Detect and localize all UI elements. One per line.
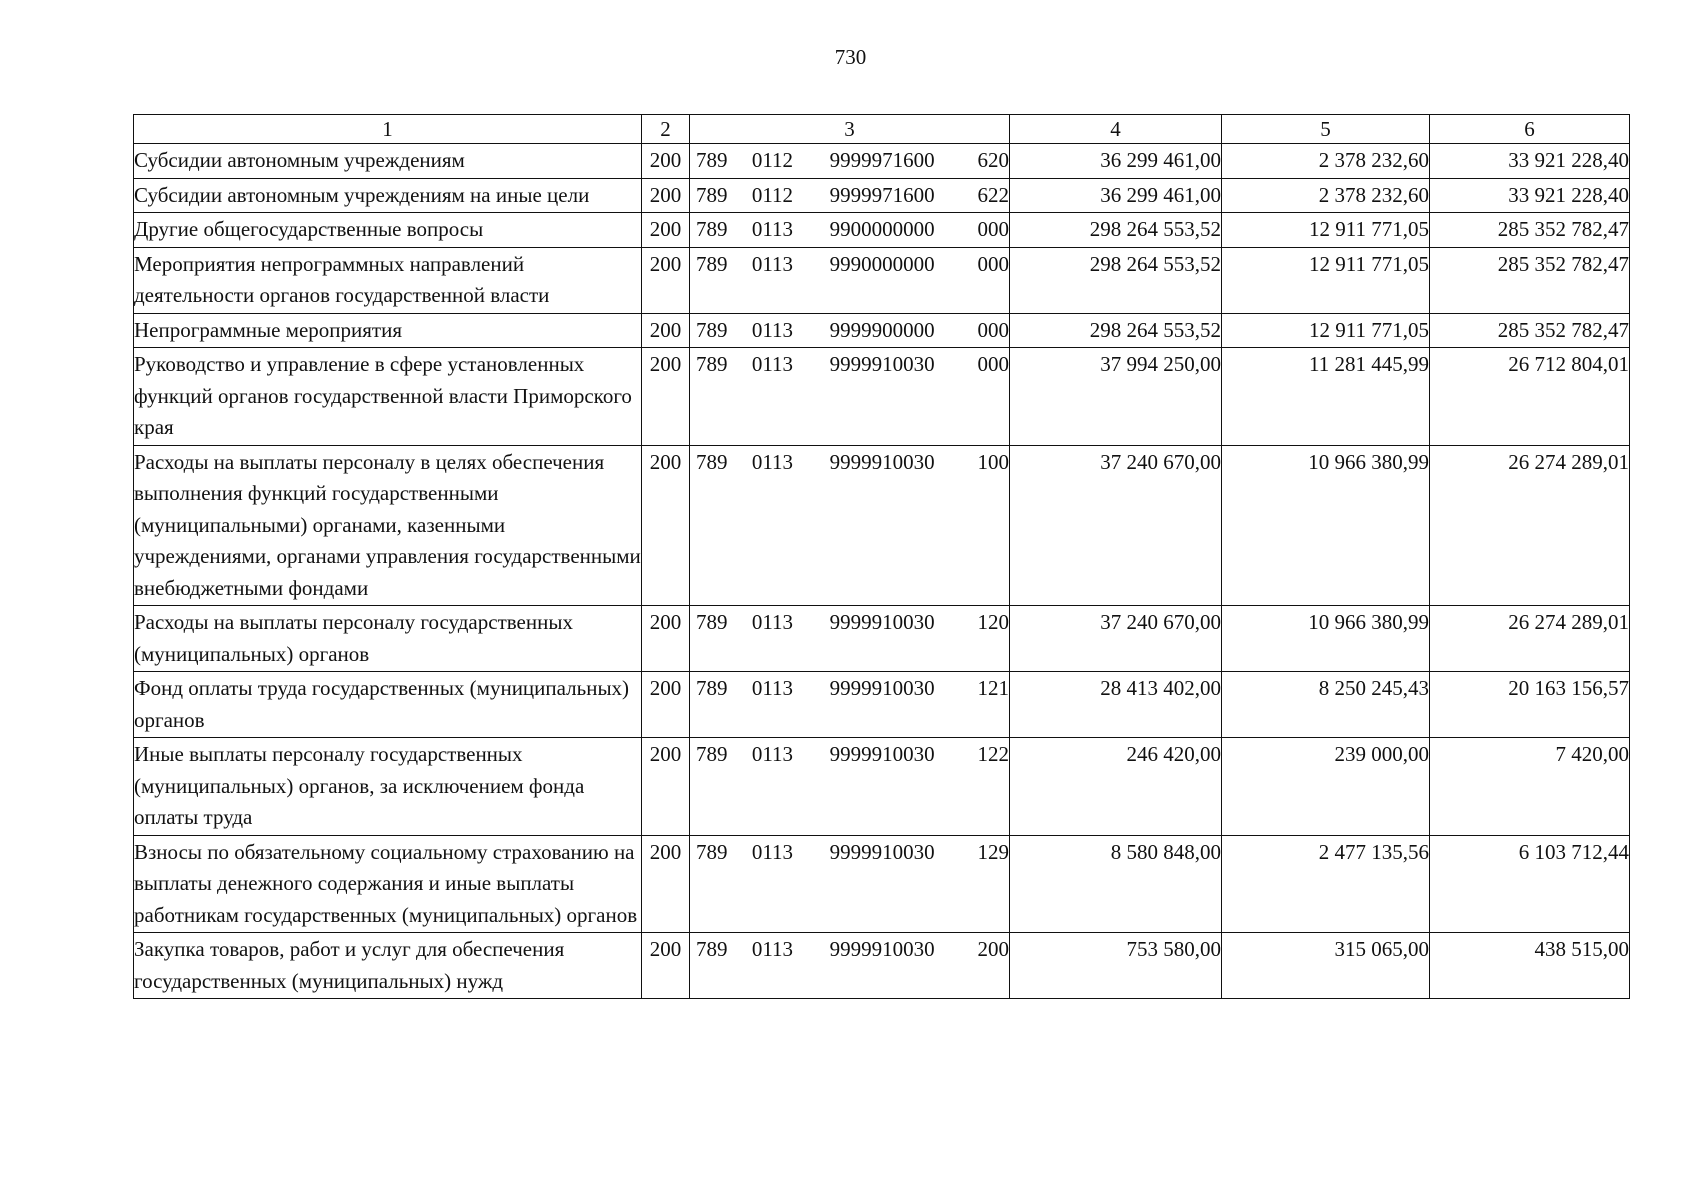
section-code: 0113 xyxy=(751,449,794,474)
budget-classification-cell xyxy=(690,672,1010,738)
unexecuted-amount-cell: 33 921 228,40 xyxy=(1430,178,1630,213)
unexecuted-amount-cell: 6 103 712,44 xyxy=(1430,835,1630,933)
unexecuted-amount-cell: 285 352 782,47 xyxy=(1430,213,1630,248)
expense-name-cell: Расходы на выплаты персоналу в целях обеспечения выполнения функций государственными (муниципальными) органами, казенными учреждениями, органами управления государственными внебюджетными фондами xyxy=(134,445,642,606)
section-code: 0113 xyxy=(751,352,794,376)
page-number: 730 xyxy=(834,45,867,69)
line-code-cell: 200 xyxy=(642,348,690,446)
executed-amount-cell: 12 911 771,05 xyxy=(1222,247,1430,313)
budget-classification-cell xyxy=(690,178,1010,213)
unexecuted-amount-cell: 26 712 804,01 xyxy=(1430,348,1630,446)
executed-amount-cell: 10 966 380,99 xyxy=(1222,606,1430,672)
department-code: 789 xyxy=(696,610,728,634)
table-row xyxy=(134,313,1630,348)
budget-classification-cell xyxy=(690,213,1010,248)
line-code-cell: 200 xyxy=(642,247,690,313)
approved-amount-cell: 298 264 553,52 xyxy=(1010,213,1222,248)
target-item-code: 9999910030 xyxy=(829,610,935,634)
line-code-cell: 200 xyxy=(642,835,690,933)
budget-classification-cell xyxy=(690,445,1010,606)
expense-name-cell: Взносы по обязательному социальному страхованию на выплаты денежного содержания и иные выплаты работникам государственных (муниципальных) органов xyxy=(134,835,642,933)
table-row xyxy=(134,835,1630,933)
executed-amount-cell: 10 966 380,99 xyxy=(1222,445,1430,606)
section-code: 0113 xyxy=(751,251,794,276)
expense-name-cell: Руководство и управление в сфере установленных функций органов государственной власти Приморского края xyxy=(134,348,642,446)
section-code: 0113 xyxy=(751,676,794,700)
target-item-code: 9999910030 xyxy=(829,449,935,474)
target-item-code: 9999910030 xyxy=(829,742,935,766)
column-header: 3 xyxy=(690,115,1010,144)
column-number-row xyxy=(134,115,1630,144)
target-item-code: 9999910030 xyxy=(829,352,935,376)
line-code-cell: 200 xyxy=(642,738,690,836)
line-code-cell: 200 xyxy=(642,672,690,738)
approved-amount-cell: 36 299 461,00 xyxy=(1010,178,1222,213)
expense-type-code: 120 xyxy=(977,610,1009,634)
budget-classification-cell xyxy=(690,247,1010,313)
budget-classification-cell xyxy=(690,933,1010,999)
expense-name-cell: Другие общегосударственные вопросы xyxy=(134,213,642,248)
unexecuted-amount-cell: 26 274 289,01 xyxy=(1430,445,1630,606)
column-header: 6 xyxy=(1430,115,1630,144)
expense-name-cell: Фонд оплаты труда государственных (муниципальных) органов xyxy=(134,672,642,738)
budget-classification-cell xyxy=(690,835,1010,933)
department-code: 789 xyxy=(696,182,728,207)
budget-classification-cell xyxy=(690,606,1010,672)
table-row xyxy=(134,348,1630,446)
expense-name-cell: Иные выплаты персоналу государственных (муниципальных) органов, за исключением фонда оплаты труда xyxy=(134,738,642,836)
unexecuted-amount-cell: 7 420,00 xyxy=(1430,738,1630,836)
column-header: 4 xyxy=(1010,115,1222,144)
executed-amount-cell: 2 378 232,60 xyxy=(1222,178,1430,213)
department-code: 789 xyxy=(696,449,728,474)
approved-amount-cell: 8 580 848,00 xyxy=(1010,835,1222,933)
department-code: 789 xyxy=(696,839,728,864)
expense-name-cell: Расходы на выплаты персоналу государственных (муниципальных) органов xyxy=(134,606,642,672)
budget-classification-cell xyxy=(690,348,1010,446)
department-code: 789 xyxy=(696,937,728,961)
executed-amount-cell: 12 911 771,05 xyxy=(1222,213,1430,248)
target-item-code: 9999910030 xyxy=(829,937,935,961)
expense-type-code: 000 xyxy=(977,217,1009,241)
line-code-cell: 200 xyxy=(642,313,690,348)
executed-amount-cell: 2 477 135,56 xyxy=(1222,835,1430,933)
approved-amount-cell: 753 580,00 xyxy=(1010,933,1222,999)
line-code-cell: 200 xyxy=(642,213,690,248)
approved-amount-cell: 246 420,00 xyxy=(1010,738,1222,836)
unexecuted-amount-cell: 26 274 289,01 xyxy=(1430,606,1630,672)
table-row xyxy=(134,738,1630,836)
approved-amount-cell: 36 299 461,00 xyxy=(1010,144,1222,179)
table-row xyxy=(134,606,1630,672)
executed-amount-cell: 315 065,00 xyxy=(1222,933,1430,999)
target-item-code: 9999900000 xyxy=(829,317,935,342)
approved-amount-cell: 37 994 250,00 xyxy=(1010,348,1222,446)
budget-classification-cell xyxy=(690,738,1010,836)
budget-table xyxy=(133,114,1630,999)
column-header: 2 xyxy=(642,115,690,144)
target-item-code: 9990000000 xyxy=(829,251,935,276)
table-row xyxy=(134,933,1630,999)
table-row xyxy=(134,247,1630,313)
approved-amount-cell: 37 240 670,00 xyxy=(1010,606,1222,672)
expense-type-code: 622 xyxy=(977,182,1009,207)
section-code: 0113 xyxy=(751,742,794,766)
target-item-code: 9999971600 xyxy=(829,148,935,172)
column-header: 1 xyxy=(134,115,642,144)
expense-type-code: 122 xyxy=(977,742,1009,766)
expense-type-code: 000 xyxy=(977,352,1009,376)
target-item-code: 9900000000 xyxy=(829,217,935,241)
executed-amount-cell: 239 000,00 xyxy=(1222,738,1430,836)
section-code: 0113 xyxy=(751,610,794,634)
expense-type-code: 000 xyxy=(977,251,1009,276)
section-code: 0112 xyxy=(751,148,794,172)
target-item-code: 9999910030 xyxy=(829,676,935,700)
approved-amount-cell: 298 264 553,52 xyxy=(1010,247,1222,313)
unexecuted-amount-cell: 20 163 156,57 xyxy=(1430,672,1630,738)
unexecuted-amount-cell: 285 352 782,47 xyxy=(1430,313,1630,348)
executed-amount-cell: 11 281 445,99 xyxy=(1222,348,1430,446)
expense-name-cell: Субсидии автономным учреждениям на иные цели xyxy=(134,178,642,213)
line-code-cell: 200 xyxy=(642,606,690,672)
budget-classification-cell xyxy=(690,144,1010,179)
expense-name-cell: Мероприятия непрограммных направлений деятельности органов государственной власти xyxy=(134,247,642,313)
expense-name-cell: Непрограммные мероприятия xyxy=(134,313,642,348)
executed-amount-cell: 12 911 771,05 xyxy=(1222,313,1430,348)
table-row xyxy=(134,213,1630,248)
line-code-cell: 200 xyxy=(642,144,690,179)
approved-amount-cell: 37 240 670,00 xyxy=(1010,445,1222,606)
column-header: 5 xyxy=(1222,115,1430,144)
target-item-code: 9999910030 xyxy=(829,839,935,864)
department-code: 789 xyxy=(696,251,728,276)
department-code: 789 xyxy=(696,217,728,241)
executed-amount-cell: 8 250 245,43 xyxy=(1222,672,1430,738)
section-code: 0113 xyxy=(751,217,794,241)
executed-amount-cell: 2 378 232,60 xyxy=(1222,144,1430,179)
section-code: 0113 xyxy=(751,937,794,961)
expense-name-cell: Субсидии автономным учреждениям xyxy=(134,144,642,179)
expense-name-cell: Закупка товаров, работ и услуг для обеспечения государственных (муниципальных) нужд xyxy=(134,933,642,999)
expense-type-code: 129 xyxy=(977,839,1009,864)
department-code: 789 xyxy=(696,148,728,172)
expense-type-code: 100 xyxy=(977,449,1009,474)
expense-type-code: 000 xyxy=(977,317,1009,342)
section-code: 0112 xyxy=(751,182,794,207)
line-code-cell: 200 xyxy=(642,933,690,999)
department-code: 789 xyxy=(696,317,728,342)
section-code: 0113 xyxy=(751,839,794,864)
department-code: 789 xyxy=(696,352,728,376)
unexecuted-amount-cell: 438 515,00 xyxy=(1430,933,1630,999)
expense-type-code: 200 xyxy=(977,937,1009,961)
line-code-cell: 200 xyxy=(642,178,690,213)
unexecuted-amount-cell: 33 921 228,40 xyxy=(1430,144,1630,179)
table-row xyxy=(134,178,1630,213)
line-code-cell: 200 xyxy=(642,445,690,606)
section-code: 0113 xyxy=(751,317,794,342)
table-row xyxy=(134,445,1630,606)
expense-type-code: 620 xyxy=(977,148,1009,172)
table-row xyxy=(134,672,1630,738)
unexecuted-amount-cell: 285 352 782,47 xyxy=(1430,247,1630,313)
department-code: 789 xyxy=(696,676,728,700)
approved-amount-cell: 298 264 553,52 xyxy=(1010,313,1222,348)
approved-amount-cell: 28 413 402,00 xyxy=(1010,672,1222,738)
expense-type-code: 121 xyxy=(977,676,1009,700)
department-code: 789 xyxy=(696,742,728,766)
target-item-code: 9999971600 xyxy=(829,182,935,207)
budget-classification-cell xyxy=(690,313,1010,348)
table-row xyxy=(134,144,1630,179)
